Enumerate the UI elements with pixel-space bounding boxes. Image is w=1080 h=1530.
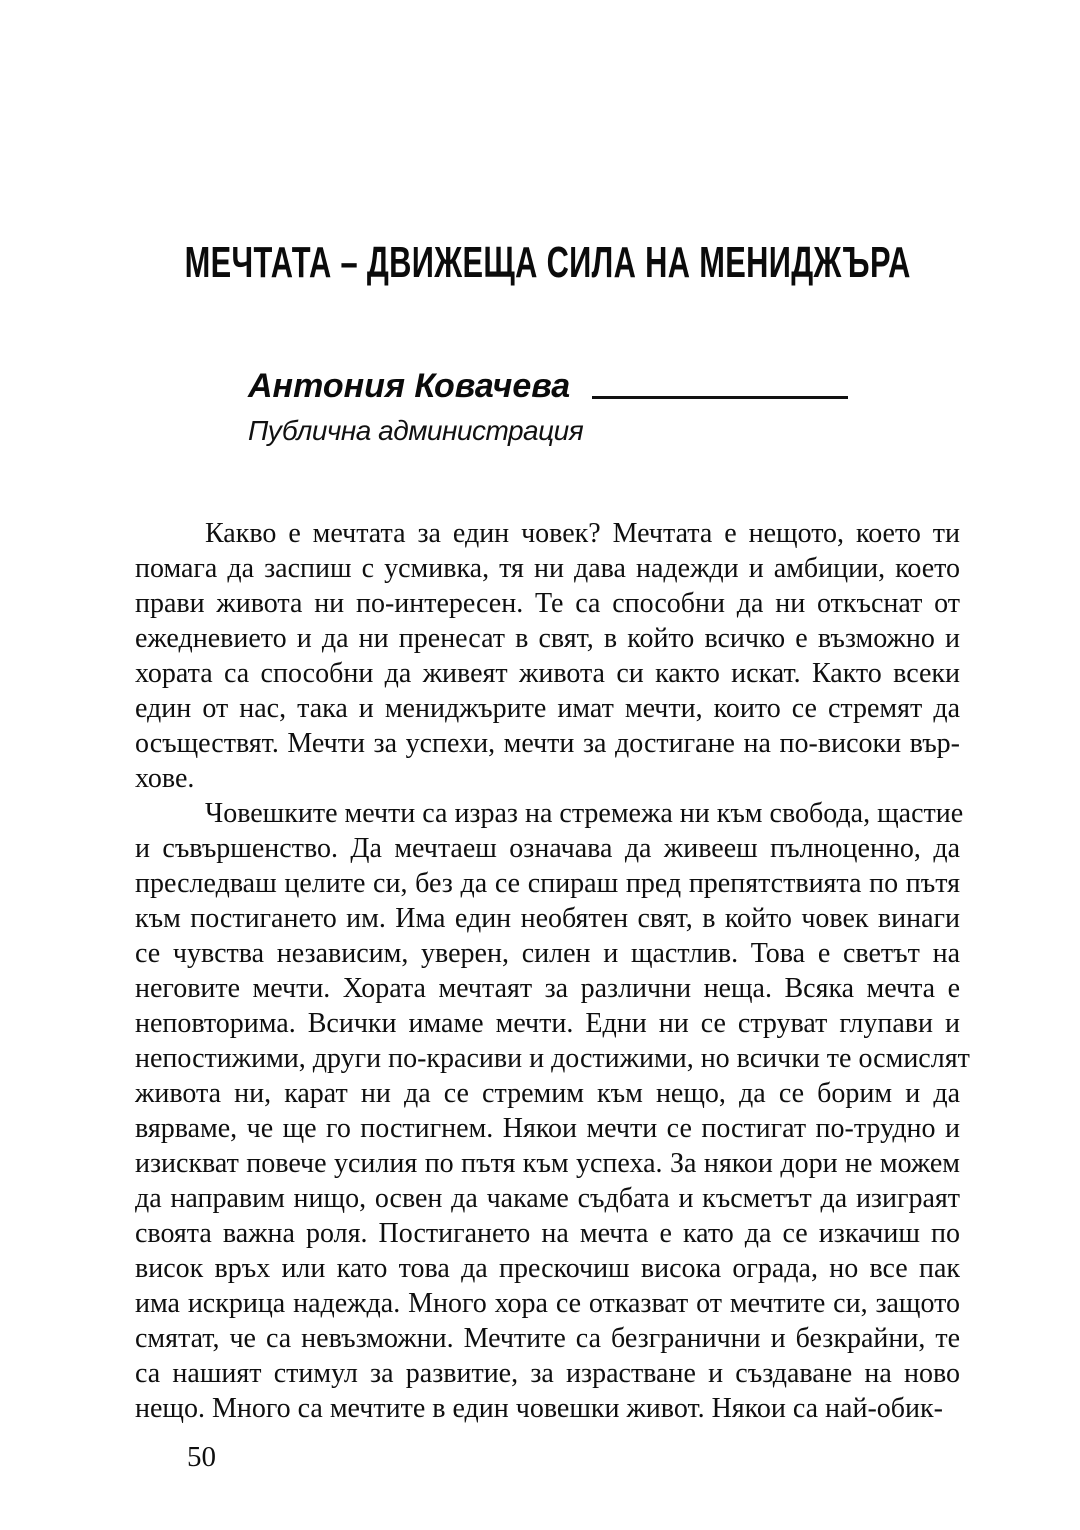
text-line: един от нас, така и мениджърите имат мечти, които се стремят да [135, 692, 960, 724]
author-block [248, 367, 848, 406]
text-line: висок връх или като това да прескочиш висока ограда, но все пак [135, 1252, 960, 1284]
text-line: да направим нищо, освен да чакаме съдбата и късметът да изиграят [135, 1182, 960, 1214]
text-line: хове. [135, 762, 195, 794]
text-line: живота ни, карат ни да се стремим към нещо, да се борим и да [135, 1077, 960, 1109]
body-text [135, 516, 970, 1426]
text-line: се чувства независим, уверен, силен и щастлив. Това е светът на [135, 937, 960, 969]
text-line: Какво е мечтата за един човек? Мечтата е нещото, което ти [205, 517, 960, 549]
text-line: вярваме, че ще го постигнем. Някои мечти се постигат по-трудно и [135, 1112, 960, 1144]
text-line: ежедневието и да ни пренесат в свят, в който всичко е възможно и [135, 622, 960, 654]
text-line: са нашият стимул за развитие, за израстване и създаване на ново [135, 1357, 960, 1389]
text-line: непостижими, други по-красиви и достижими, но всички те осмислят [135, 1042, 970, 1074]
text-line: преследваш целите си, без да се спираш пред препятствията по пътя [135, 867, 960, 899]
text-line: хората са способни да живеят живота си както искат. Както всеки [135, 657, 960, 689]
title-row [135, 212, 960, 315]
text-line: неговите мечти. Хората мечтаят за различни неща. Всяка мечта е [135, 972, 960, 1004]
page-content [135, 0, 970, 1474]
text-line: своята важна роля. Постигането на мечта е като да се изкачиш по [135, 1217, 960, 1249]
text-line: нещо. Много са мечтите в един човешки живот. Някои са най-обик- [135, 1392, 943, 1424]
text-line: смятат, че са невъзможни. Мечтите са безгранични и безкрайни, те [135, 1322, 960, 1354]
text-line: изискват повече усилия по пътя към успеха. За някои дори не можем [135, 1147, 960, 1179]
page-number: 50 [187, 1440, 216, 1473]
paragraph [135, 796, 970, 1426]
text-line: Човешките мечти са израз на стремежа ни към свобода, щастие [205, 797, 964, 829]
text-line: има искрица надежда. Много хора се отказват от мечтите си, защото [135, 1287, 960, 1319]
paragraph [135, 516, 960, 796]
text-line: неповторима. Всички имаме мечти. Едни ни се струват глупави и [135, 1007, 960, 1039]
text-line: помага да заспиш с усмивка, тя ни дава надежди и амбиции, което [135, 552, 960, 584]
text-line: прави живота ни по-интересен. Те са способни да ни откъснат от [135, 587, 960, 619]
text-line: осъществят. Мечти за успехи, мечти за достигане на по-високи вър- [135, 727, 960, 759]
text-line: към постигането им. Има един необятен свят, в който човек винаги [135, 902, 960, 934]
article-title: МЕЧТАТА – ДВИЖЕЩА СИЛА НА МЕНИДЖЪРА [184, 238, 911, 288]
author-affiliation: Публична администрация [248, 415, 584, 447]
text-line: и съвършенство. Да мечтаеш означава да живееш пълноценно, да [135, 832, 960, 864]
author-underline-rule [592, 396, 848, 399]
author-name: Антония Ковачева [248, 366, 571, 405]
